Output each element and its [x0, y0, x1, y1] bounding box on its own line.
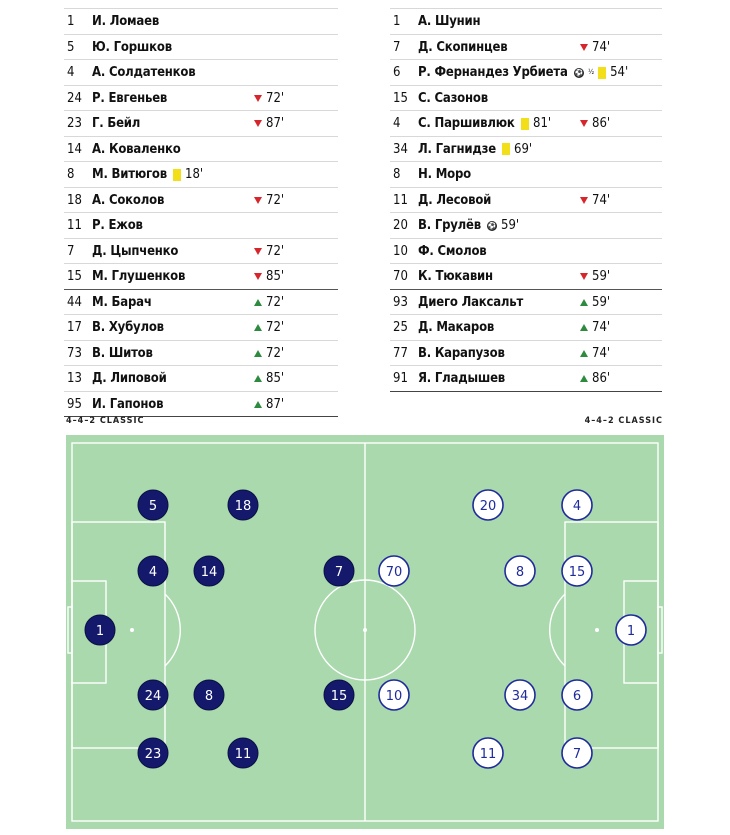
home-formation: 4–4–2 CLASSIC	[66, 416, 145, 426]
player-events	[521, 116, 551, 131]
player-marker	[324, 556, 354, 586]
yellow-card-icon	[598, 67, 606, 79]
yellow-card-icon	[521, 118, 529, 130]
player-number: 17	[67, 320, 82, 335]
roster-row	[64, 162, 338, 188]
player-number: 5	[67, 39, 75, 55]
roster-row	[64, 60, 338, 86]
sub-minute: 87'	[266, 396, 285, 412]
half-fraction: ½	[588, 68, 595, 76]
sub-minute: 74'	[592, 345, 611, 361]
substitution	[580, 371, 610, 386]
player-name: Н. Моро	[418, 167, 471, 182]
sub-in-icon	[254, 324, 262, 331]
roster-row	[390, 111, 662, 137]
player-name: М. Глушенков	[92, 269, 186, 284]
player-name: Р. Фернандез Урбиета	[418, 65, 568, 80]
sub-minute: 72'	[266, 192, 285, 208]
roster-row	[64, 366, 338, 392]
player-number: 20	[393, 218, 408, 233]
player-number: 70	[393, 269, 408, 284]
player-name: В. Хубулов	[92, 320, 164, 335]
player-number: 15	[393, 90, 408, 106]
player-marker	[138, 490, 168, 520]
player-number: 1	[67, 14, 75, 29]
player-marker	[194, 680, 224, 710]
roster-row	[390, 366, 662, 392]
player-name: В. Грулёв	[418, 218, 481, 233]
roster-row	[390, 60, 662, 86]
player-number: 8	[67, 167, 75, 182]
player-events	[487, 218, 519, 233]
player-name: С. Паршивлюк	[418, 116, 515, 131]
player-number: 34	[393, 141, 408, 157]
sub-minute: 85'	[266, 371, 285, 386]
sub-minute: 74'	[592, 39, 611, 55]
player-name: Д. Лесовой	[418, 192, 492, 208]
player-marker-number: 24	[144, 689, 162, 704]
card-minute: 18'	[185, 167, 204, 182]
substitution	[254, 295, 284, 310]
player-marker-number: 15	[568, 565, 586, 580]
player-marker	[138, 680, 168, 710]
substitution	[254, 397, 284, 412]
substitution	[254, 116, 284, 131]
player-events	[502, 142, 532, 157]
away-roster	[390, 8, 662, 392]
substitution	[580, 295, 610, 310]
sub-minute: 86'	[592, 116, 611, 131]
roster-row	[64, 86, 338, 112]
player-marker	[473, 738, 503, 768]
sub-minute: 59'	[592, 269, 611, 284]
home-roster	[64, 8, 338, 417]
player-marker-number: 11	[234, 747, 252, 762]
substitution	[580, 269, 610, 284]
sub-in-icon	[580, 375, 588, 382]
sub-out-icon	[580, 273, 588, 280]
player-name: А. Шунин	[418, 14, 481, 29]
player-marker	[562, 490, 592, 520]
player-marker	[616, 615, 646, 645]
player-name: Я. Гладышев	[418, 371, 506, 386]
substitution	[254, 346, 284, 361]
away-formation: 4–4–2 CLASSIC	[584, 416, 663, 426]
roster-row	[64, 290, 338, 316]
roster-row	[390, 137, 662, 163]
goal-minute: 59'	[501, 218, 520, 233]
player-marker-number: 10	[385, 689, 403, 704]
card-minute: 69'	[514, 141, 533, 157]
sub-out-icon	[580, 44, 588, 51]
player-number: 73	[67, 345, 82, 361]
player-marker-number: 7	[572, 747, 582, 762]
player-name: И. Ломаев	[92, 14, 160, 29]
substitution	[580, 320, 610, 335]
player-marker	[85, 615, 115, 645]
substitution	[254, 371, 284, 386]
player-marker	[228, 738, 258, 768]
player-name: Р. Евгеньев	[92, 90, 168, 106]
sub-in-icon	[580, 324, 588, 331]
player-name: Л. Гагнидзе	[418, 141, 496, 157]
roster-row	[64, 315, 338, 341]
player-number: 18	[67, 192, 82, 208]
player-marker-number: 14	[200, 565, 218, 580]
sub-minute: 72'	[266, 294, 285, 310]
sub-minute: 72'	[266, 320, 285, 335]
player-marker	[562, 738, 592, 768]
player-number: 4	[393, 116, 401, 131]
player-number: 8	[393, 167, 401, 182]
sub-minute: 86'	[592, 371, 611, 386]
pitch	[66, 435, 664, 829]
roster-row	[390, 35, 662, 61]
sub-in-icon	[254, 350, 262, 357]
player-name: Ю. Горшков	[92, 39, 172, 55]
player-marker-number: 20	[479, 499, 497, 514]
sub-minute: 72'	[266, 90, 285, 106]
roster-row	[64, 239, 338, 265]
substitution	[580, 116, 610, 131]
goal-icon: ⚽	[487, 221, 497, 230]
roster-row	[390, 341, 662, 367]
roster-row	[64, 137, 338, 163]
player-marker-number: 7	[334, 565, 344, 580]
player-marker	[505, 680, 535, 710]
sub-minute: 74'	[592, 192, 611, 208]
roster-row	[390, 188, 662, 214]
player-marker	[138, 556, 168, 586]
roster-row	[390, 239, 662, 265]
player-number: 23	[67, 116, 82, 131]
substitution	[254, 193, 284, 208]
roster-row	[64, 392, 338, 418]
player-number: 44	[67, 294, 82, 310]
player-marker-number: 5	[148, 499, 158, 514]
substitution	[254, 269, 284, 284]
player-marker	[138, 738, 168, 768]
player-number: 14	[67, 141, 82, 157]
roster-row	[390, 315, 662, 341]
player-marker	[379, 556, 409, 586]
yellow-card-icon	[173, 169, 181, 181]
sub-minute: 85'	[266, 269, 285, 284]
player-marker-number: 8	[204, 689, 214, 704]
sub-in-icon	[254, 401, 262, 408]
sub-minute: 87'	[266, 116, 285, 131]
player-marker	[562, 680, 592, 710]
player-marker	[562, 556, 592, 586]
player-number: 15	[67, 269, 82, 284]
player-marker-number: 15	[330, 689, 348, 704]
player-number: 7	[67, 243, 75, 259]
roster-row	[64, 188, 338, 214]
player-name: Д. Цыпченко	[92, 243, 179, 259]
player-name: Г. Бейл	[92, 116, 141, 131]
substitution	[580, 193, 610, 208]
player-number: 24	[67, 90, 82, 106]
player-name: Диего Лаксальт	[418, 294, 524, 310]
player-name: К. Тюкавин	[418, 269, 493, 284]
substitution	[580, 40, 610, 55]
player-marker-number: 6	[572, 689, 582, 704]
player-marker-number: 1	[95, 624, 105, 639]
player-number: 1	[393, 14, 401, 29]
player-events	[574, 65, 628, 80]
card-minute: 81'	[533, 116, 552, 131]
player-number: 11	[67, 218, 82, 233]
player-name: М. Барач	[92, 294, 152, 310]
substitution	[254, 320, 284, 335]
sub-minute: 74'	[592, 320, 611, 335]
player-number: 4	[67, 65, 75, 80]
player-number: 7	[393, 39, 401, 55]
player-name: В. Карапузов	[418, 345, 505, 361]
sub-out-icon	[254, 197, 262, 204]
player-number: 91	[393, 371, 408, 386]
roster-row	[390, 264, 662, 290]
player-marker-number: 8	[515, 565, 525, 580]
player-number: 13	[67, 371, 82, 386]
yellow-card-icon	[502, 143, 510, 155]
sub-out-icon	[254, 95, 262, 102]
player-marker-number: 4	[148, 565, 158, 580]
roster-row	[390, 8, 662, 35]
sub-out-icon	[254, 248, 262, 255]
player-name: Р. Ежов	[92, 218, 143, 233]
roster-row	[64, 111, 338, 137]
roster-row	[64, 341, 338, 367]
player-events	[173, 167, 203, 182]
player-name: А. Коваленко	[92, 141, 181, 157]
player-marker-number: 11	[479, 747, 497, 762]
roster-row	[64, 264, 338, 290]
sub-in-icon	[580, 350, 588, 357]
substitution	[254, 244, 284, 259]
goal-icon: ⚽	[574, 68, 584, 77]
sub-in-icon	[580, 299, 588, 306]
player-marker-number: 34	[511, 689, 529, 704]
player-number: 25	[393, 320, 408, 335]
sub-minute: 72'	[266, 345, 285, 361]
player-name: М. Витюгов	[92, 167, 167, 182]
player-name: Д. Макаров	[418, 320, 495, 335]
sub-in-icon	[254, 375, 262, 382]
player-number: 11	[393, 192, 408, 208]
player-name: С. Сазонов	[418, 90, 488, 106]
player-name: Д. Липовой	[92, 371, 167, 386]
player-number: 93	[393, 294, 408, 310]
player-number: 95	[67, 396, 82, 412]
roster-row	[390, 162, 662, 188]
player-marker-number: 70	[385, 565, 403, 580]
substitution	[254, 91, 284, 106]
sub-out-icon	[254, 120, 262, 127]
player-marker	[505, 556, 535, 586]
player-name: И. Гапонов	[92, 396, 164, 412]
roster-row	[390, 290, 662, 316]
player-number: 77	[393, 345, 408, 361]
player-marker	[228, 490, 258, 520]
sub-minute: 72'	[266, 243, 285, 259]
player-number: 6	[393, 65, 401, 80]
substitution	[580, 346, 610, 361]
card-minute: 54'	[610, 65, 629, 80]
player-marker-number: 1	[626, 624, 636, 639]
player-name: В. Шитов	[92, 345, 153, 361]
roster-row	[390, 86, 662, 112]
roster-row	[390, 213, 662, 239]
player-marker	[324, 680, 354, 710]
player-marker	[379, 680, 409, 710]
sub-out-icon	[254, 273, 262, 280]
player-marker	[194, 556, 224, 586]
sub-out-icon	[580, 197, 588, 204]
sub-in-icon	[254, 299, 262, 306]
player-marker-number: 18	[234, 499, 252, 514]
sub-out-icon	[580, 120, 588, 127]
roster-row	[64, 213, 338, 239]
roster-row	[64, 35, 338, 61]
roster-row	[64, 8, 338, 35]
player-marker	[473, 490, 503, 520]
player-number: 10	[393, 243, 408, 259]
player-name: Ф. Смолов	[418, 243, 487, 259]
player-marker-number: 23	[144, 747, 162, 762]
player-name: А. Соколов	[92, 192, 165, 208]
player-marker-number: 4	[572, 499, 582, 514]
sub-minute: 59'	[592, 294, 611, 310]
player-name: Д. Скопинцев	[418, 39, 508, 55]
player-name: А. Солдатенков	[92, 65, 196, 80]
